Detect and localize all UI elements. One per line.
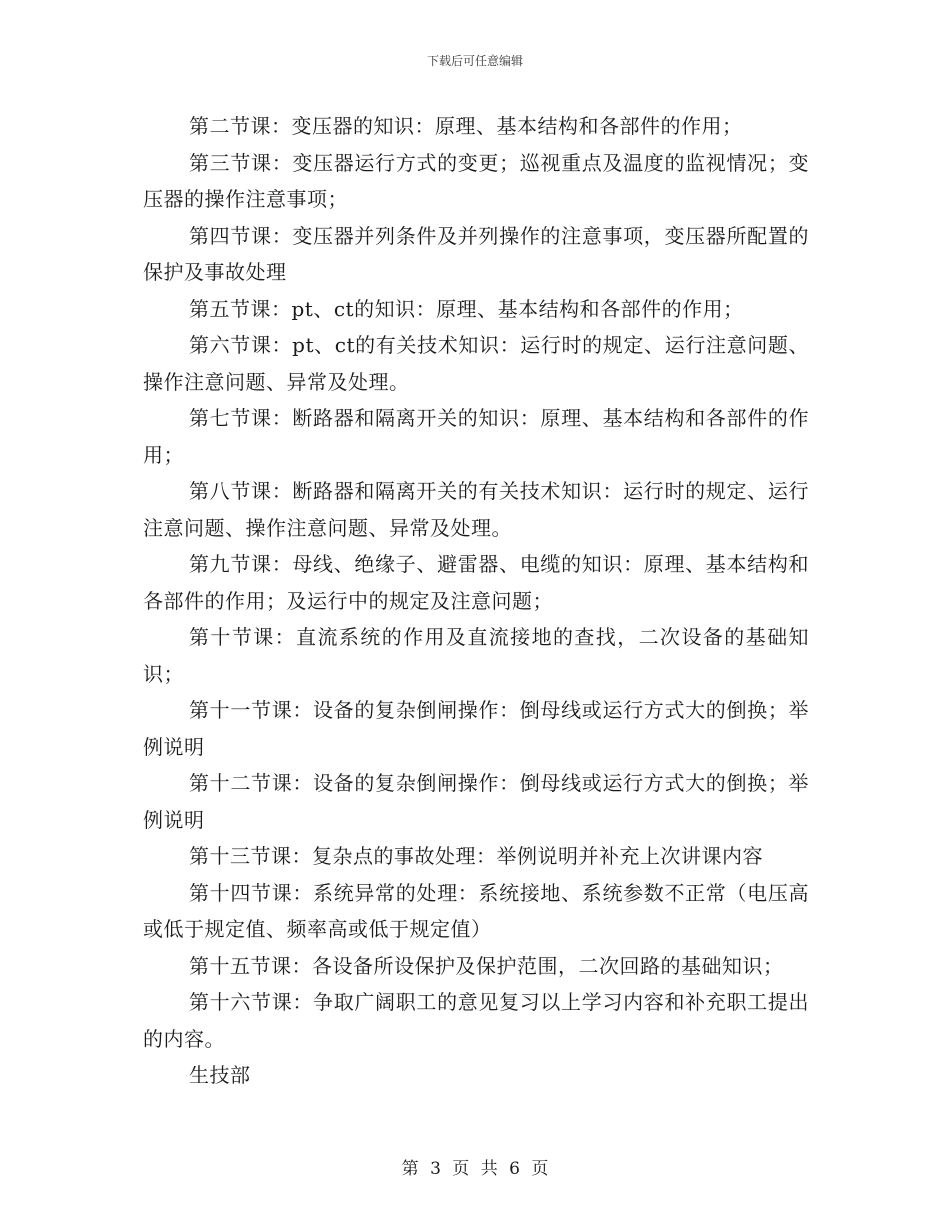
paragraph-lesson-11: 第十一节课：设备的复杂倒闸操作：倒母线或运行方式大的倒换；举例说明 [143,698,809,759]
paragraph-lesson-4: 第四节课：变压器并列条件及并列操作的注意事项，变压器所配置的保护及事故处理 [143,223,809,284]
signature-department: 生技部 [189,1063,251,1087]
paragraph-lesson-2: 第二节课：变压器的知识：原理、基本结构和各部件的作用； [189,114,743,138]
paragraph-lesson-3: 第三节课：变压器运行方式的变更；巡视重点及温度的监视情况；变压器的操作注意事项； [143,150,809,211]
paragraph-lesson-6: 第六节课：pt、ct的有关技术知识：运行时的规定、运行注意问题、操作注意问题、异常及处理。 [143,333,809,394]
paragraph-lesson-13: 第十三节课：复杂点的事故处理：举例说明并补充上次讲课内容 [189,844,763,868]
paragraph-lesson-7: 第七节课：断路器和隔离开关的知识：原理、基本结构和各部件的作用； [143,406,809,467]
page-header-note: 下载后可任意编辑 [426,54,523,68]
document-body [143,108,809,1094]
paragraph-lesson-15: 第十五节课：各设备所设保护及保护范围，二次回路的基础知识； [189,953,784,978]
paragraph-lesson-10: 第十节课：直流系统的作用及直流接地的查找，二次设备的基础知识； [143,625,809,686]
paragraph-lesson-16: 第十六节课：争取广阔职工的意见复习以上学习内容和补充职工提出的内容。 [143,990,809,1051]
paragraph-lesson-12: 第十二节课：设备的复杂倒闸操作：倒母线或运行方式大的倒换；举例说明 [143,771,809,832]
paragraph-lesson-5: 第五节课：pt、ct的知识：原理、基本结构和各部件的作用； [189,296,744,321]
page-number-footer: 第 3 页 共 6 页 [401,1159,549,1179]
paragraph-lesson-9: 第九节课：母线、绝缘子、避雷器、电缆的知识：原理、基本结构和各部件的作用；及运行中的规定及注意问题； [143,552,809,613]
paragraph-lesson-14: 第十四节课：系统异常的处理：系统接地、系统参数不正常（电压高或低于规定值、频率高或低于规定值） [143,880,809,941]
paragraph-lesson-8: 第八节课：断路器和隔离开关的有关技术知识：运行时的规定、运行注意问题、操作注意问题、异常及处理。 [143,479,809,540]
